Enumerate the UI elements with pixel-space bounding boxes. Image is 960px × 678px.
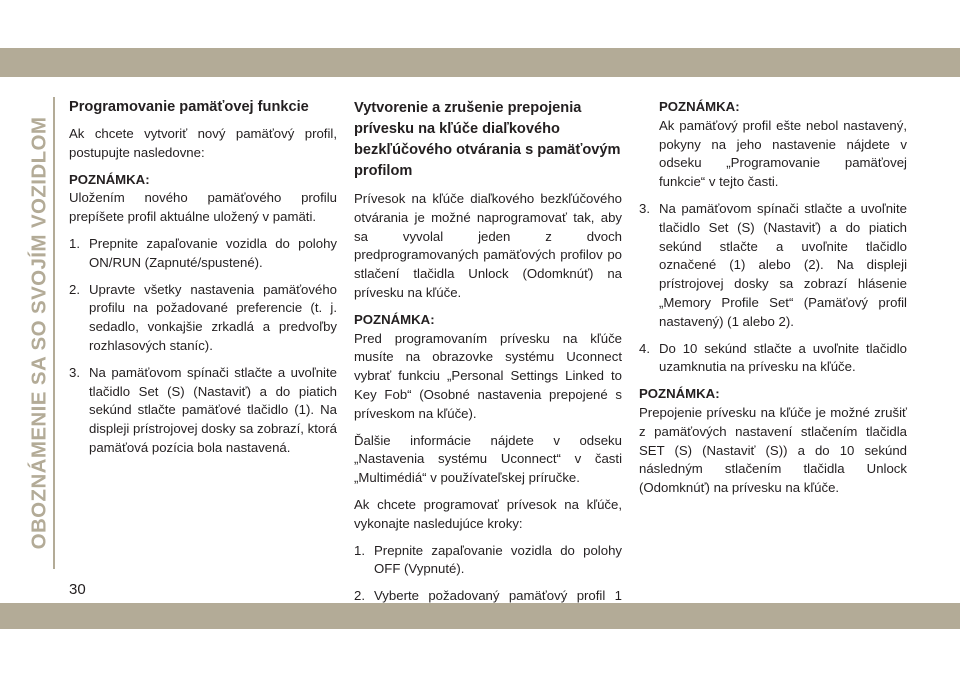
step-number: 4. (639, 340, 650, 356)
column-3 (639, 98, 907, 506)
note-text: Pred programovaním prívesku na kľúče musíte na obrazovke systému Uconnect vybrať funkciu „Personal Settings Linked to Key Fob“ (Osobné nastavenia prepojené s príveskom na kľúče). (354, 330, 622, 421)
note-label: POZNÁMKA: (354, 311, 435, 327)
program-intro-paragraph: Ak chcete programovať prívesok na kľúče, vykonajte nasledujúce kroky: (354, 496, 622, 531)
note-text: Ak pamäťový profil ešte nebol nastavený, pokyny na jeho nastavenie nájdete v odseku „Programovanie pamäťovej funkcie“ v tejto časti. (659, 117, 907, 190)
step-number: 3. (69, 364, 80, 380)
note-text: Uložením nového pamäťového profilu prepíšete profil aktuálne uložený v pamäti. (69, 190, 337, 225)
step-number: 1. (354, 542, 365, 558)
step-text: Na pamäťovom spínači stlačte a uvoľnite tlačidlo Set (S) (Nastaviť) a do piatich sekúnd stlačte a uvoľnite tlačidlo označené (1) alebo (2). Na displeji prístrojovej dosky sa zobrazí hlásenie „Memory Profile Set“ (Pamäťový profil nastavený) (1 alebo 2). (659, 200, 907, 329)
step-text: Upravte všetky nastavenia pamäťového profilu na požadované preferencie (t. j. sedadlo, vonkajšie zrkadlá a predvoľby rozhlasových staníc). (89, 281, 337, 353)
footer-band (0, 603, 960, 629)
header-band (0, 48, 960, 77)
steps-list (639, 200, 907, 377)
list-item (354, 542, 622, 580)
step-number: 2. (69, 281, 80, 297)
intro-paragraph: Ak chcete vytvoriť nový pamäťový profil, postupujte nasledovne: (69, 126, 337, 160)
intro-paragraph: Prívesok na kľúče diaľkového bezkľúčového otvárania je možné naprogramovať tak, aby sa vyvolal jeden z dvoch predprogramovaných pamäťových profilov po stlačení tlačidla Unlock (Odomknúť) na prívesku na kľúče. (354, 191, 622, 300)
note-label: POZNÁMKA: (659, 99, 740, 114)
list-item (69, 235, 337, 273)
section-heading-memory-programming: Programovanie pamäťovej funkcie (69, 99, 309, 115)
steps-list (69, 235, 337, 458)
chapter-title-text: OBOZNÁMENIE SA SO SVOJÍM VOZIDLOM (27, 116, 51, 550)
step-text: Do 10 sekúnd stlačte a uvoľnite tlačidlo uzamknutia na prívesku na kľúče. (659, 340, 907, 375)
step-number: 1. (69, 235, 80, 251)
column-1 (69, 98, 337, 466)
list-item (639, 200, 907, 332)
note-label: POZNÁMKA: (639, 386, 720, 402)
section-heading-key-fob-link: Vytvorenie a zrušenie prepojenia prívesku na kľúče diaľkového bezkľúčového otvárania s pamäťovým profilom (354, 100, 621, 179)
note-text: Prepojenie prívesku na kľúče je možné zrušiť z pamäťových nastavení stlačením tlačidla SET (S) (Nastaviť (S)) a do 10 sekúnd následným stlačením tlačidla Unlock (Odomknúť) na prívesku na kľúče. (639, 404, 907, 496)
column-2 (354, 98, 622, 633)
list-item (69, 281, 337, 356)
chapter-title-vertical (25, 97, 53, 569)
step-text: Prepnite zapaľovanie vozidla do polohy ON/RUN (Zapnuté/spustené). (89, 235, 337, 270)
page-number: 30 (69, 581, 86, 598)
step-number: 3. (639, 200, 650, 216)
note-label: POZNÁMKA: (69, 171, 150, 187)
step-text: Na pamäťovom spínači stlačte a uvoľnite tlačidlo Set (S) (Nastaviť) a do piatich sekúnd stlačte pamäťové tlačidlo (1). Na displeji prístrojovej dosky sa zobrazí, ktorá pamäťová pozícia bola nastavená. (89, 364, 337, 455)
list-item (69, 364, 337, 458)
step-text: Vyberte požadovaný pamäťový profil 1 (374, 588, 622, 604)
list-item (639, 340, 907, 378)
step-text: Prepnite zapaľovanie vozidla do polohy OFF (Vypnuté). (374, 542, 622, 577)
more-info-paragraph: Ďalšie informácie nájdete v odseku „Nastavenia systému Uconnect“ v časti „Multimédiá“ v používateľskej príručke. (354, 432, 622, 486)
chapter-divider-line (53, 97, 55, 569)
step-number: 2. (354, 588, 365, 604)
indented-note (639, 98, 907, 192)
